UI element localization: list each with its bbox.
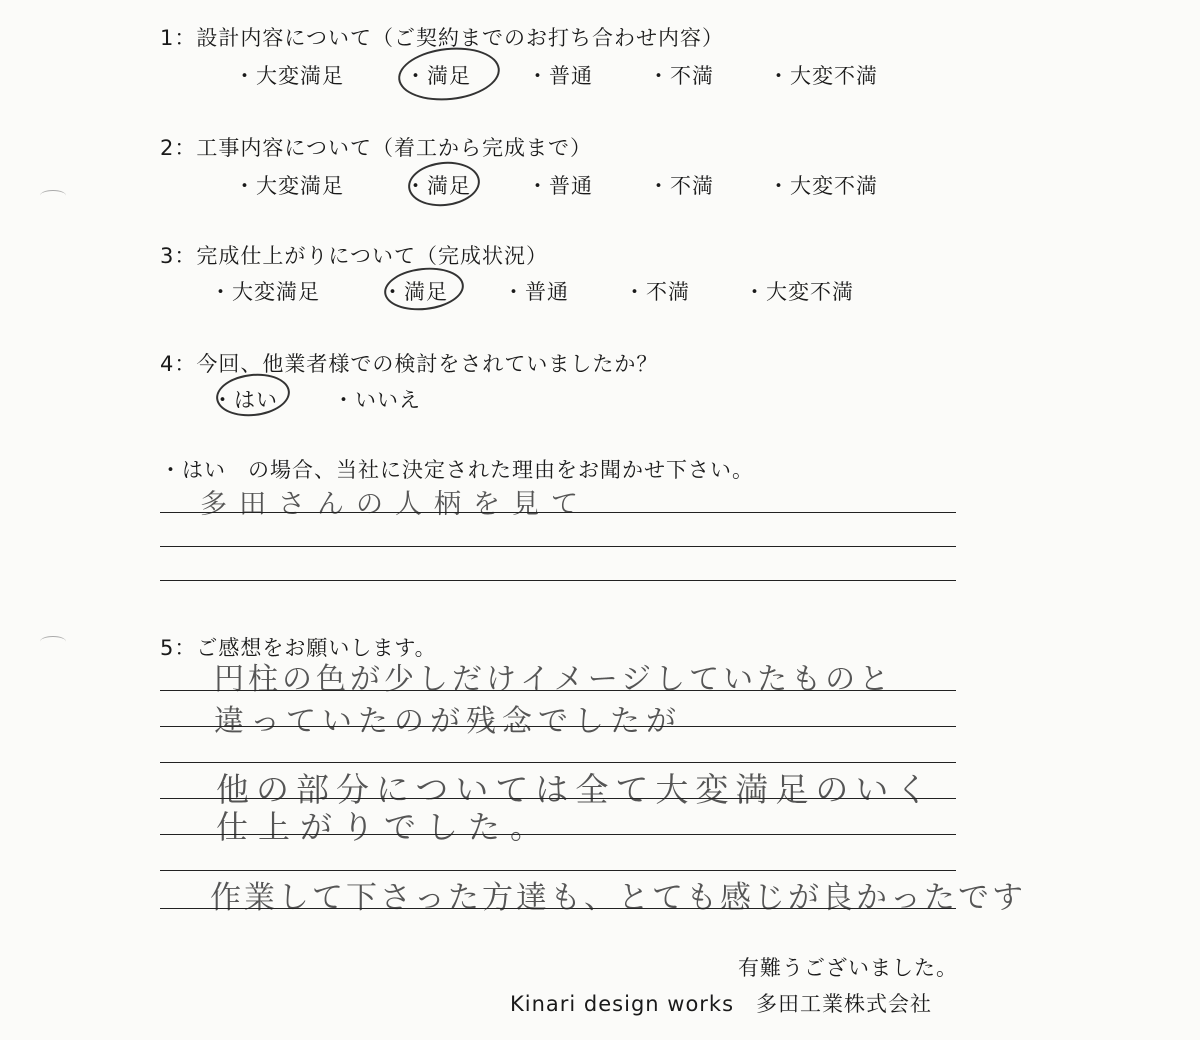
q3-option-very-dissatisfied[interactable]: ・大変不満 bbox=[744, 280, 854, 304]
q1-option-dissatisfied[interactable]: ・不満 bbox=[648, 64, 714, 88]
question-5-title: 5：ご感想をお願いします。 bbox=[160, 636, 437, 660]
margin-mark-top bbox=[40, 190, 66, 201]
margin-mark-bottom bbox=[40, 636, 66, 647]
q3-option-neutral[interactable]: ・普通 bbox=[503, 280, 569, 304]
question-2-title: 2：工事内容について（着工から完成まで） bbox=[160, 136, 592, 160]
question-4-title: 4：今回、他業者様での検討をされていましたか？ bbox=[160, 352, 659, 376]
comment-line-4[interactable]: 仕上がりでした。 bbox=[216, 808, 553, 846]
question-1-title: 1：設計内容について（ご契約までのお打ち合わせ内容） bbox=[160, 26, 724, 50]
q1-option-very-dissatisfied[interactable]: ・大変不満 bbox=[768, 64, 878, 88]
comment-rule-2 bbox=[160, 726, 956, 727]
q2-option-neutral[interactable]: ・普通 bbox=[527, 174, 593, 198]
q2-option-dissatisfied[interactable]: ・不満 bbox=[648, 174, 714, 198]
reason-rule-3 bbox=[160, 580, 956, 581]
reason-answer-line-1[interactable]: 多田さんの人柄を見て bbox=[200, 489, 590, 520]
comment-rule-1 bbox=[160, 690, 956, 691]
thanks-text: 有難うございました。 bbox=[738, 956, 958, 980]
comment-line-1[interactable]: 円柱の色が少しだけイメージしていたものと bbox=[214, 662, 894, 697]
reason-prompt: ・はい の場合、当社に決定された理由をお聞かせ下さい。 bbox=[160, 458, 754, 482]
q2-option-very-satisfied[interactable]: ・大変満足 bbox=[234, 174, 344, 198]
q1-option-very-satisfied[interactable]: ・大変満足 bbox=[234, 64, 344, 88]
company-name: Kinari design works 多田工業株式会社 bbox=[510, 992, 933, 1016]
comment-rule-7 bbox=[160, 908, 956, 909]
question-3-title: 3：完成仕上がりについて（完成状況） bbox=[160, 244, 548, 268]
comment-line-2[interactable]: 違っていたのが残念でしたが bbox=[214, 704, 682, 739]
q1-option-neutral[interactable]: ・普通 bbox=[527, 64, 593, 88]
q2-option-satisfied[interactable]: ・満足 bbox=[405, 174, 471, 198]
comment-rule-3 bbox=[160, 762, 956, 763]
reason-rule-2 bbox=[160, 546, 956, 547]
reason-rule-1 bbox=[160, 512, 956, 513]
comment-rule-5 bbox=[160, 834, 956, 835]
comment-rule-6 bbox=[160, 870, 956, 871]
q4-option-yes[interactable]: ・はい bbox=[212, 388, 278, 412]
q1-option-satisfied[interactable]: ・満足 bbox=[405, 64, 471, 88]
q3-option-satisfied[interactable]: ・満足 bbox=[382, 280, 448, 304]
comment-line-6[interactable]: 作業して下さった方達も、とても感じが良かったです bbox=[210, 880, 1026, 916]
comment-rule-4 bbox=[160, 798, 956, 799]
q3-option-dissatisfied[interactable]: ・不満 bbox=[624, 280, 690, 304]
q2-option-very-dissatisfied[interactable]: ・大変不満 bbox=[768, 174, 878, 198]
q4-option-no[interactable]: ・いいえ bbox=[333, 388, 421, 412]
q3-option-very-satisfied[interactable]: ・大変満足 bbox=[210, 280, 320, 304]
comment-line-3[interactable]: 他の部分については全て大変満足のいく bbox=[216, 770, 936, 809]
